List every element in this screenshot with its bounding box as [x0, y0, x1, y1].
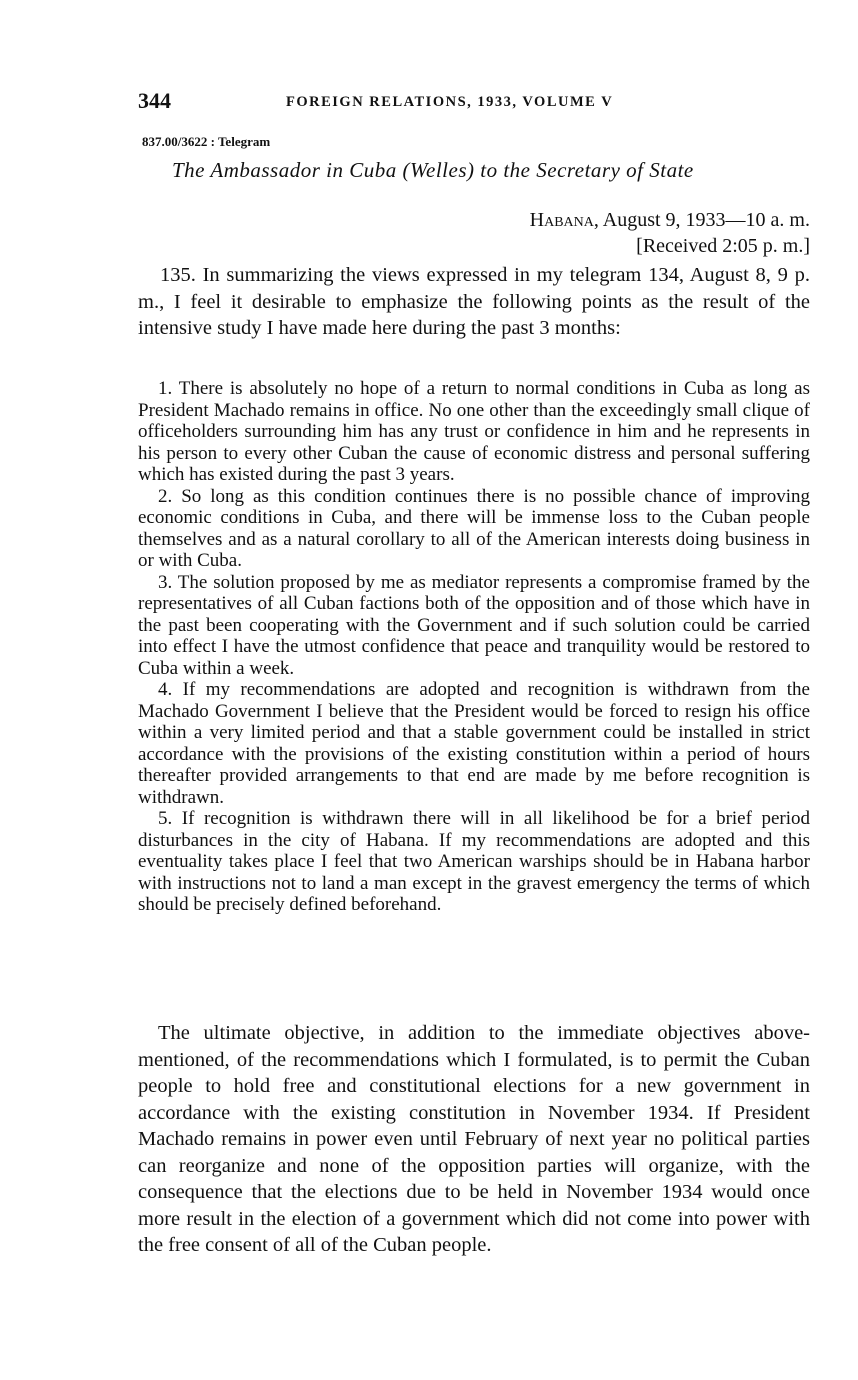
point-item: 4. If my recommendations are adopted and recognition is withdrawn from the Machado Government I believe that the President would be forced to resign his office within a very limited period and that a stable government could be installed in strict accordance with the provisions of the existing constitution within a period of hours thereafter provided arrangements to that end are made by me before recognition is withdrawn. — [138, 679, 810, 808]
document-title: The Ambassador in Cuba (Welles) to the Secretary of State — [172, 158, 694, 182]
point-item: 5. If recognition is withdrawn there will in all likelihood be for a brief period disturbances in the city of Habana. If my recommendations are adopted and this eventuality takes place I feel that two American warships should be in Habana harbor with instructions not to land a man except in the gravest emergency the terms of which should be precisely defined beforehand. — [138, 808, 810, 915]
dateline-date-time: , August 9, 1933—10 a. m. — [593, 209, 810, 231]
page-number: 344 — [138, 88, 171, 113]
closing-paragraph: The ultimate objective, in addition to the immediate objectives above-mentioned, of the recommendations which I formulated, is to permit the Cuban people to hold free and constitutional elections for a new government in accordance with the existing constitution in November 1934. If President Machado remains in power even until February of next year no political parties can reorganize and none of the opposition parties will organize, with the consequence that the elections due to be held in November 1934 would once more result in the election of a government which did not come into power with the free consent of all of the Cuban people. — [138, 1022, 810, 1256]
point-item: 1. There is absolutely no hope of a return to normal conditions in Cuba as long as President Machado remains in office. No one other than the exceedingly small clique of officeholders surrounding him has any trust or confidence in him and he represents in his person to every other Cuban the cause of economic distress and personal suffering which has existed during the past 3 years. — [138, 378, 810, 485]
dateline-place: Habana — [529, 209, 594, 231]
point-item: 3. The solution proposed by me as mediator represents a compromise framed by the representatives of all Cuban factions both of the opposition and of those which have in the past been cooperating with the Government and if such solution could be carried into effect I have the utmost confidence that peace and tranquility would be restored to Cuba within a week. — [138, 571, 810, 679]
point-item: 2. So long as this condition continues there is no possible chance of improving economic conditions in Cuba, and there will be immense loss to the Cuban people themselves and as a natural corollary to all of the American interests doing business in or with Cuba. — [138, 485, 810, 571]
dateline-received: [Received 2:05 p. m.] — [636, 235, 810, 257]
file-reference: 837.00/3622 : Telegram — [142, 134, 271, 149]
numbered-points — [138, 378, 810, 916]
intro-paragraph: 135. In summarizing the views expressed in my telegram 134, August 8, 9 p. m., I feel it desirable to emphasize the following points as the result of the intensive study I have made here during the past 3 months: — [138, 264, 810, 339]
dateline — [530, 207, 810, 259]
running-head: FOREIGN RELATIONS, 1933, VOLUME V — [286, 94, 614, 110]
dateline-sent — [530, 207, 810, 233]
page-header — [138, 88, 678, 118]
